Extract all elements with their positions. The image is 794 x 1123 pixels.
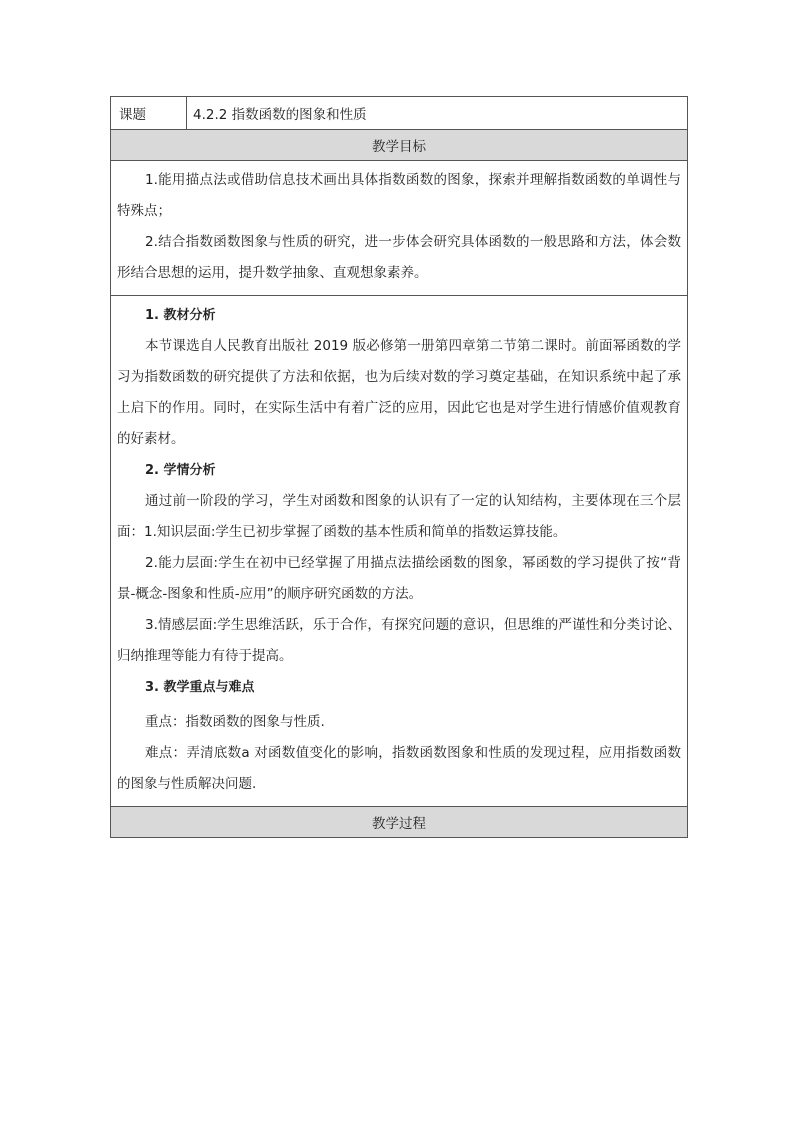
lesson-plan-table	[110, 96, 688, 838]
student-analysis-item: 3.情感层面:学生思维活跃，乐于合作，有探究问题的意识，但思维的严谨性和分类讨论、归纳推理等能力有待于提高。	[117, 617, 681, 664]
textbook-analysis-heading: 1. 教材分析	[145, 308, 216, 323]
process-header: 教学过程	[111, 807, 688, 838]
goal-item: 2.结合指数函数图象与性质的研究，进一步体会研究具体函数的一般思路和方法，体会数形结合思想的运用，提升数学抽象、直观想象素养。	[117, 234, 681, 281]
student-analysis-heading: 2. 学情分析	[145, 463, 216, 478]
lesson-title: 4.2.2 指数函数的图象和性质	[187, 97, 688, 130]
student-analysis-item: 通过前一阶段的学习，学生对函数和图象的认识有了一定的认知结构，主要体现在三个层面：1.知识层面:学生已初步掌握了函数的基本性质和简单的指数运算技能。	[117, 493, 681, 540]
difficult-point: 难点：弄清底数a 对函数值变化的影响，指数函数图象和性质的发现过程，应用指数函数的图象与性质解决问题.	[117, 745, 681, 792]
textbook-analysis-text: 本节课选自人民教育出版社 2019 版必修第一册第四章第二节第二课时。前面幂函数的学习为指数函数的研究提供了方法和依据，也为后续对数的学习奠定基础，在知识系统中起了承上启下的作用。同时，在实际生活中有着广泛的应用，因此它也是对学生进行情感价值观教育的好素材。	[117, 338, 681, 447]
goal-item: 1.能用描点法或借助信息技术画出具体指数函数的图象，探索并理解指数函数的单调性与特殊点；	[117, 172, 681, 219]
analysis-content	[111, 296, 688, 807]
keypoints-heading: 3. 教学重点与难点	[145, 680, 255, 695]
goals-row	[111, 161, 688, 296]
analysis-row	[111, 296, 688, 807]
key-point: 重点：指数函数的图象与性质.	[145, 714, 325, 730]
goals-header: 教学目标	[111, 130, 688, 161]
goals-header-row	[111, 130, 688, 161]
lesson-title-row	[111, 97, 688, 130]
goals-content	[111, 161, 688, 296]
student-analysis-item: 2.能力层面:学生在初中已经掌握了用描点法描绘函数的图象，幂函数的学习提供了按“背景-概念-图象和性质-应用”的顺序研究函数的方法。	[117, 555, 681, 602]
lesson-label: 课题	[111, 97, 187, 130]
process-header-row	[111, 807, 688, 838]
